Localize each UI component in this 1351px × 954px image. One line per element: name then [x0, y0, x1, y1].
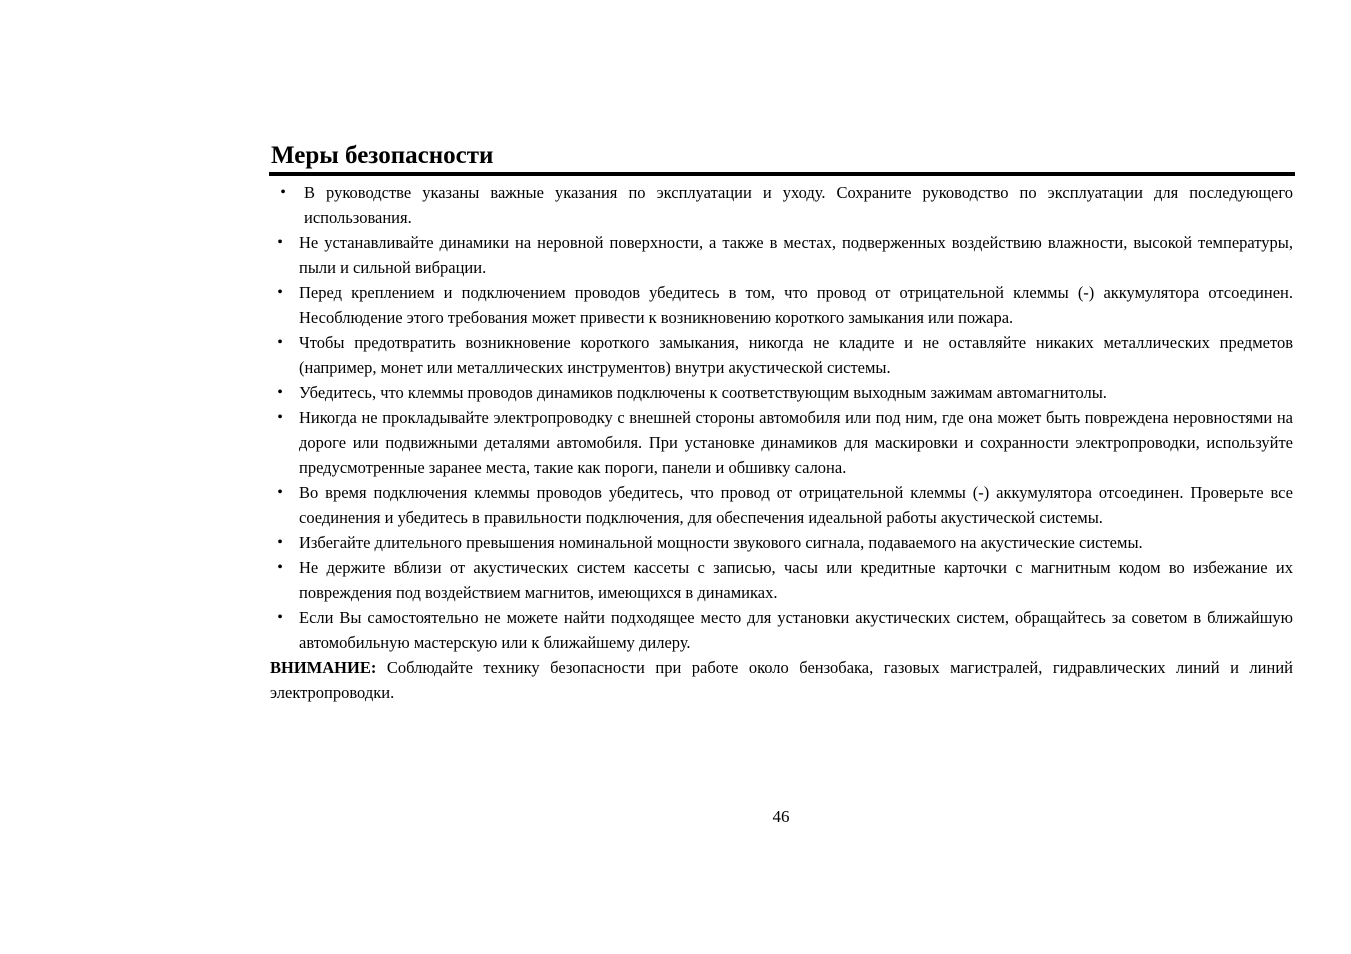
list-item-text: Во время подключения клеммы проводов убедитесь, что провод от отрицательной клеммы (-) аккумулятора отсоединен. Проверьте все соединения и убедитесь в правильности подключения, для обеспечения идеальной работы акустической системы. — [299, 483, 1293, 527]
list-item — [270, 530, 1293, 555]
bullet-icon: • — [277, 234, 283, 251]
bullet-icon: • — [277, 559, 283, 576]
bullet-icon: • — [280, 184, 286, 201]
list-item — [270, 555, 1293, 605]
warning-label: ВНИМАНИЕ: — [270, 658, 377, 677]
list-item-text: Никогда не прокладывайте электропроводку с внешней стороны автомобиля или под ним, где она может быть повреждена неровностями на дороге или подвижными деталями автомобиля. При установке динамиков для маскировки и сохранности электропроводки, используйте предусмотренные заранее места, такие как пороги, панели и обшивку салона. — [299, 408, 1293, 477]
list-item-text: Чтобы предотвратить возникновение короткого замыкания, никогда не кладите и не оставляйте никаких металлических предметов (например, монет или металлических инструментов) внутри акустической системы. — [299, 333, 1293, 377]
list-item — [270, 405, 1293, 480]
bullet-icon: • — [277, 384, 283, 401]
page-title: Меры безопасности — [271, 142, 494, 169]
bullet-icon: • — [277, 334, 283, 351]
safety-list — [270, 180, 1293, 655]
list-item — [270, 230, 1293, 280]
list-item — [270, 280, 1293, 330]
title-underline — [269, 172, 1295, 176]
document-page — [270, 140, 1295, 705]
bullet-icon: • — [277, 409, 283, 426]
list-item — [270, 180, 1293, 230]
bullet-icon: • — [277, 284, 283, 301]
list-item — [270, 480, 1293, 530]
list-item — [270, 330, 1293, 380]
list-item-text: Убедитесь, что клеммы проводов динамиков подключены к соответствующим выходным зажимам автомагнитолы. — [299, 383, 1107, 402]
warning-note — [270, 655, 1293, 705]
page-number: 46 — [772, 807, 790, 826]
list-item-text: Перед креплением и подключением проводов убедитесь в том, что провод от отрицательной клеммы (-) аккумулятора отсоединен. Несоблюдение этого требования может привести к возникновению короткого замыкания или пожара. — [299, 283, 1293, 327]
list-item — [270, 380, 1293, 405]
list-item — [270, 605, 1293, 655]
list-item-text: Если Вы самостоятельно не можете найти подходящее место для установки акустических систем, обращайтесь за советом в ближайшую автомобильную мастерскую или к ближайшему дилеру. — [299, 608, 1293, 652]
warning-text: Соблюдайте технику безопасности при работе около бензобака, газовых магистралей, гидравлических линий и линий электропроводки. — [270, 658, 1293, 702]
bullet-icon: • — [277, 534, 283, 551]
bullet-icon: • — [277, 609, 283, 626]
list-item-text: Не устанавливайте динамики на неровной поверхности, а также в местах, подверженных воздействию влажности, высокой температуры, пыли и сильной вибрации. — [299, 233, 1293, 277]
list-item-text: Не держите вблизи от акустических систем кассеты с записью, часы или кредитные карточки с магнитным кодом во избежание их повреждения под воздействием магнитов, имеющихся в динамиках. — [299, 558, 1293, 602]
list-item-text: В руководстве указаны важные указания по эксплуатации и уходу. Сохраните руководство по эксплуатации для последующего использования. — [304, 183, 1293, 227]
bullet-icon: • — [277, 484, 283, 501]
list-item-text: Избегайте длительного превышения номинальной мощности звукового сигнала, подаваемого на акустические системы. — [299, 533, 1143, 552]
